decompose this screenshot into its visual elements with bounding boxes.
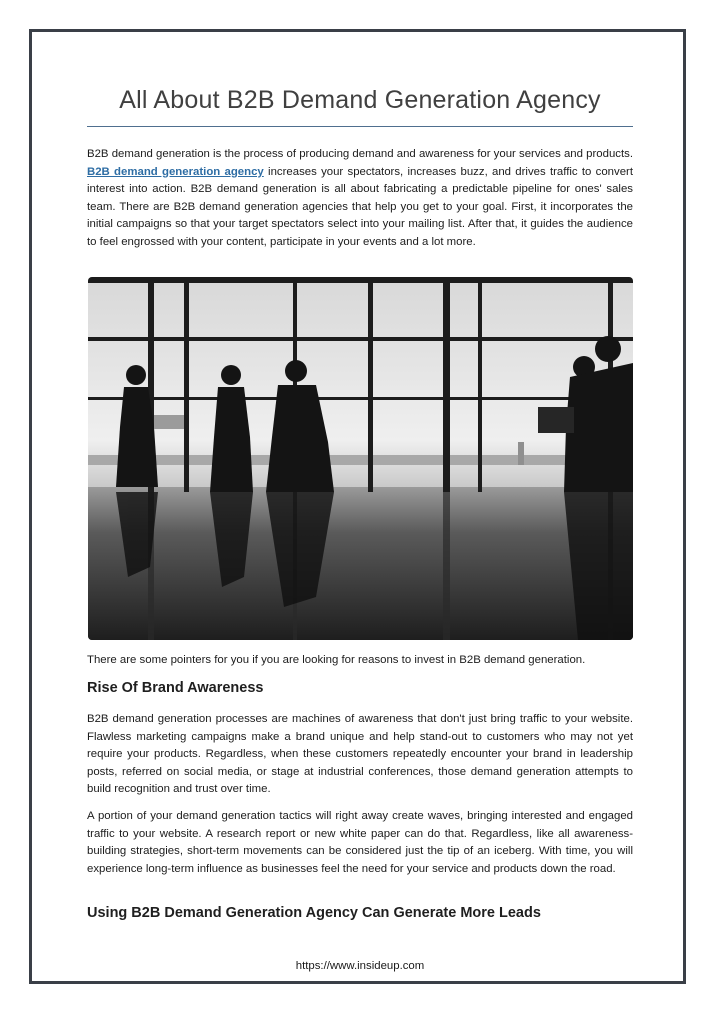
section-heading-more-leads: Using B2B Demand Generation Agency Can Generate More Leads (87, 905, 541, 921)
brand-awareness-paragraph-1: B2B demand generation processes are machines of awareness that don't just bring traffic to your website. Flawless marketing campaigns make a brand unique and help stand-out to customers who may not yet require your products. Regardless, when these customers repeatedly encounter your brand in leadership posts, referred on social media, or stage at industrial conferences, those demand generation attempts to build recognition and trust over time. (87, 713, 633, 796)
intro-paragraph (87, 146, 633, 252)
agency-link[interactable]: B2B demand generation agency (87, 165, 264, 178)
intro-text-end: increases your spectators, increases buzz, and drives traffic to convert interest into action. B2B demand generation is all about fabricating a predictable pipeline for ones' sales team. There are B2B demand generation agencies that help you get to your goal. First, it incorporates the initial campaigns so that your target spectators select into your mailing list. After that, it guides the audience to feel engrossed with your content, participate in your events and a lot more. (87, 165, 633, 248)
page-title: All About B2B Demand Generation Agency (119, 86, 601, 114)
business-meeting-photo (88, 277, 633, 640)
footer-url: https://www.insideup.com (295, 960, 425, 972)
brand-awareness-paragraph-2: A portion of your demand generation tactics will right away create waves, bringing interested and engaged traffic to your website. A research report or new white paper can do that. Regardless, like all awareness-building strategies, short-term movements can be considered just the tip of an iceberg. With time, you will experience long-term influence as businesses feel the need for your service and products down the road. (87, 810, 633, 875)
title-divider (87, 126, 633, 127)
section-heading-brand-awareness: Rise Of Brand Awareness (87, 680, 264, 696)
intro-text-start: B2B demand generation is the process of producing demand and awareness for your services and products. (87, 148, 633, 160)
pointers-intro: There are some pointers for you if you are looking for reasons to invest in B2B demand generation. (87, 654, 586, 666)
